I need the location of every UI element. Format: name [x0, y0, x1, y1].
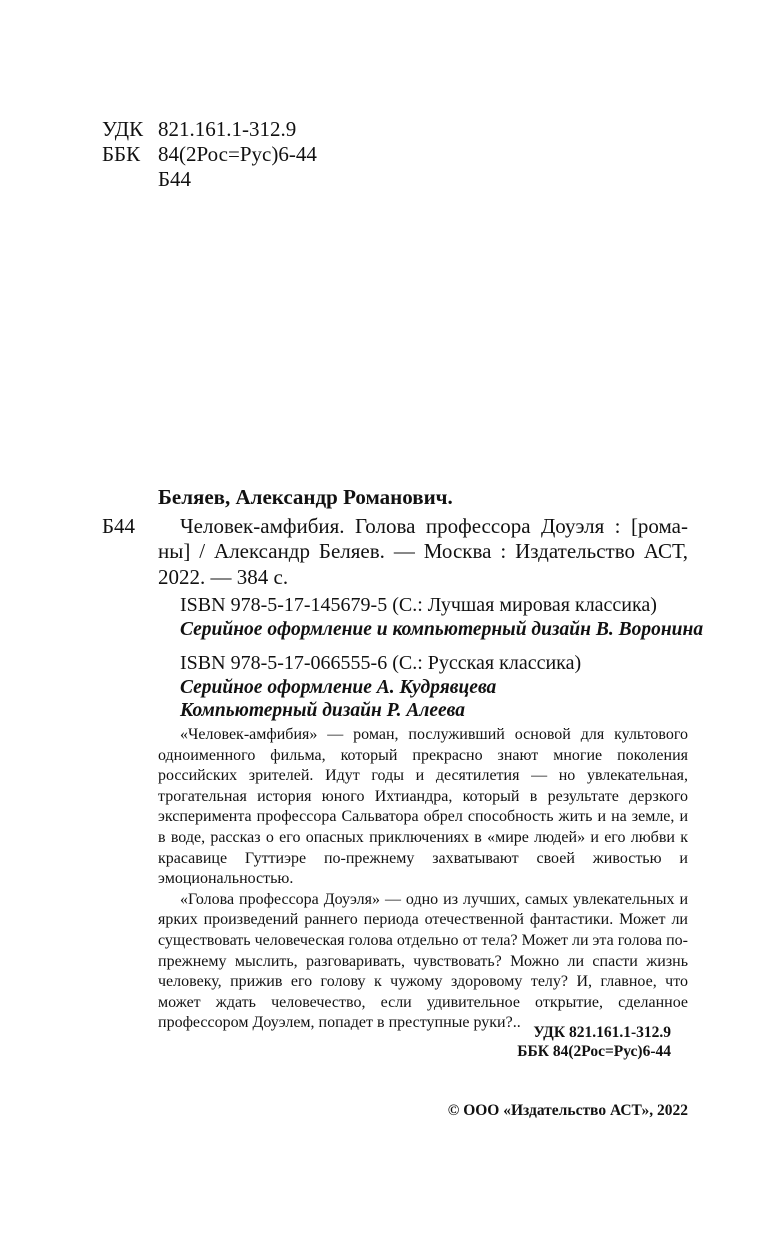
- description-line: Человек-амфибия. Голова профессора Доуэля : [рома-: [180, 514, 688, 538]
- isbn-line: ISBN 978-5-17-066555-6 (С.: Русская классика): [180, 652, 582, 674]
- footer-bbk: ББК 84(2Рос=Рус)6-44: [517, 1043, 671, 1060]
- design-credit: Серийное оформление А. Кудрявцева: [180, 677, 497, 698]
- copyright-notice: © ООО «Издательство АСТ», 2022: [447, 1102, 688, 1119]
- udk-value: 821.161.1-312.9: [158, 117, 297, 141]
- isbn-line: ISBN 978-5-17-145679-5 (С.: Лучшая мировая классика): [180, 594, 657, 616]
- description-line: ны] / Александр Беляев. — Москва : Издательство АСТ,: [158, 539, 688, 563]
- description-line: 2022. — 384 с.: [158, 565, 289, 589]
- design-credit: Компьютерный дизайн Р. Алеева: [180, 700, 466, 721]
- annotation-paragraph: «Голова профессора Доуэля» — одно из лучших, самых увлекательных и ярких произведений раннего периода отечественной фантастики. Может ли существовать человеческая голова отдельно от тела? Может ли эта голова по-прежнему мыслить, разговаривать, чувствовать? Можно ли спасти жизнь человеку, прижив его голову к чужому здоровому телу? И, главное, что может ждать человечество, если удивительное открытие, сделанное профессором Доуэлем, попадет в преступные руки?..: [158, 890, 688, 1032]
- annotation-paragraph: «Человек-амфибия» — роман, послуживший основой для культового одноименного фильма, который прекрасно знают многие поколения российских зрителей. Идут годы и десятилетия — но увлекательная, трогательная история юного Ихтиандра, который в результате дерзкого эксперимента профессора Сальватора обрел способность жить и на земле, и в воде, рассказ о его опасных приключениях в «мире людей» и его любви к красавице Гуттиэре по-прежнему захватывают своей живостью и эмоциональностью.: [158, 726, 688, 888]
- cutter-code: Б44: [158, 167, 192, 191]
- footer-udk: УДК 821.161.1-312.9: [533, 1024, 671, 1041]
- bbk-label: ББК: [102, 142, 141, 166]
- udk-label: УДК: [102, 117, 144, 141]
- design-credit: Серийное оформление и компьютерный дизайн В. Воронина: [180, 619, 704, 640]
- cutter-mark: Б44: [102, 514, 136, 538]
- bbk-value: 84(2Рос=Рус)6-44: [158, 142, 317, 166]
- annotation: [158, 725, 688, 1034]
- author-heading: Беляев, Александр Романович.: [158, 485, 453, 509]
